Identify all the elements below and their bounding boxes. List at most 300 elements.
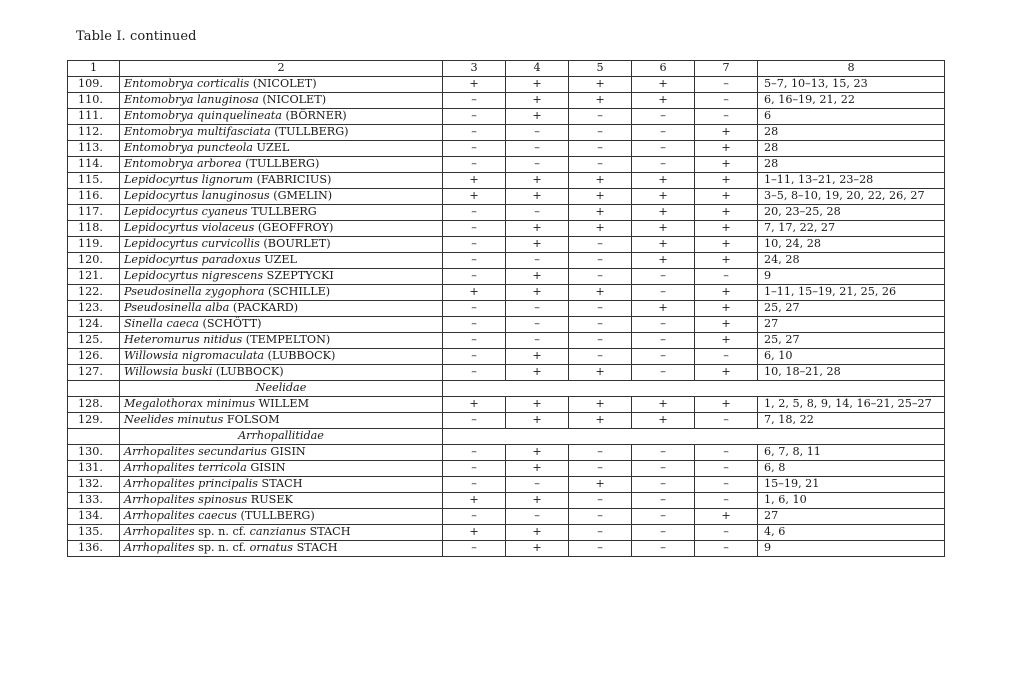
genus-species: Lepidocyrtus cyaneus [124, 205, 248, 218]
row-number: 131. [68, 461, 120, 477]
presence-mark: – [443, 253, 506, 269]
genus-species: Arrhopalites principalis [124, 477, 258, 490]
presence-mark: + [695, 285, 758, 301]
presence-mark: – [695, 349, 758, 365]
presence-mark: + [695, 317, 758, 333]
presence-mark: – [632, 349, 695, 365]
presence-mark: – [443, 125, 506, 141]
presence-mark: – [443, 301, 506, 317]
presence-mark: + [443, 285, 506, 301]
presence-mark: – [569, 125, 632, 141]
locality-list: 25, 27 [758, 301, 945, 317]
species-name [120, 141, 443, 157]
row-number: 118. [68, 221, 120, 237]
presence-mark: – [506, 205, 569, 221]
presence-mark: – [695, 77, 758, 93]
presence-mark: – [443, 461, 506, 477]
presence-mark: – [569, 445, 632, 461]
presence-mark: + [569, 477, 632, 493]
row-number: 109. [68, 77, 120, 93]
row-number: 129. [68, 413, 120, 429]
presence-mark: + [506, 77, 569, 93]
presence-mark: – [443, 109, 506, 125]
row-number: 114. [68, 157, 120, 173]
table-row [68, 141, 945, 157]
genus-species: Willowsia buski [124, 365, 213, 378]
genus-species: Entomobrya quinquelineata [124, 109, 282, 122]
presence-mark: – [632, 109, 695, 125]
species-author: (BÖRNER) [285, 109, 347, 122]
species-name [120, 237, 443, 253]
table-row [68, 125, 945, 141]
presence-mark: + [569, 221, 632, 237]
species-name [120, 365, 443, 381]
genus-species: Willowsia nigromaculata [124, 349, 265, 362]
species-author: SZEPTYCKI [266, 269, 334, 282]
genus-species: Arrhopalites spinosus [124, 493, 248, 506]
presence-mark: + [443, 173, 506, 189]
genus-species: Heteromurus nitidus [124, 333, 243, 346]
species-name [120, 173, 443, 189]
presence-mark: + [695, 189, 758, 205]
table-row [68, 301, 945, 317]
presence-mark: – [443, 509, 506, 525]
presence-mark: – [569, 141, 632, 157]
presence-mark: – [695, 493, 758, 509]
genus-species: Pseudosinella zygophora [124, 285, 265, 298]
row-number: 125. [68, 333, 120, 349]
species-author: (TULLBERG) [274, 125, 349, 138]
presence-mark: – [632, 525, 695, 541]
species-author: WILLEM [258, 397, 310, 410]
locality-list: 24, 28 [758, 253, 945, 269]
species-author: STACH [296, 541, 338, 554]
row-number: 120. [68, 253, 120, 269]
presence-mark: + [569, 413, 632, 429]
species-name [120, 189, 443, 205]
species-author: STACH [309, 525, 351, 538]
row-number: 116. [68, 189, 120, 205]
presence-mark: – [695, 461, 758, 477]
presence-mark: – [632, 157, 695, 173]
presence-mark: + [443, 493, 506, 509]
presence-mark: – [632, 493, 695, 509]
species-name [120, 493, 443, 509]
presence-mark: – [632, 365, 695, 381]
presence-mark: – [632, 141, 695, 157]
genus-species: Arrhopalites terricola [124, 461, 247, 474]
presence-mark: – [506, 157, 569, 173]
genus-species: Entomobrya arborea [124, 157, 242, 170]
column-header: 3 [443, 61, 506, 77]
family-row [68, 429, 945, 445]
presence-mark: + [695, 221, 758, 237]
genus-species: Lepidocyrtus violaceus [124, 221, 255, 234]
genus-species: Lepidocyrtus paradoxus [124, 253, 261, 266]
presence-mark: + [632, 173, 695, 189]
presence-mark: + [695, 141, 758, 157]
presence-mark: + [632, 205, 695, 221]
species-author: (GEOFFROY) [257, 221, 334, 234]
row-number: 110. [68, 93, 120, 109]
species-author: (SCHILLE) [268, 285, 331, 298]
presence-mark: – [569, 333, 632, 349]
presence-mark: + [506, 237, 569, 253]
species-name [120, 301, 443, 317]
presence-mark: – [443, 541, 506, 557]
table-row [68, 157, 945, 173]
table-body [68, 77, 945, 557]
locality-list: 6 [758, 109, 945, 125]
locality-list: 28 [758, 157, 945, 173]
locality-list: 6, 10 [758, 349, 945, 365]
presence-mark: – [632, 461, 695, 477]
column-header: 8 [758, 61, 945, 77]
presence-mark: + [695, 205, 758, 221]
presence-mark: – [506, 141, 569, 157]
presence-mark: + [632, 301, 695, 317]
table-row [68, 461, 945, 477]
presence-mark: – [443, 445, 506, 461]
species-name [120, 525, 443, 541]
presence-mark: – [632, 477, 695, 493]
table-row [68, 189, 945, 205]
presence-mark: + [506, 173, 569, 189]
table-row [68, 397, 945, 413]
presence-mark: + [506, 397, 569, 413]
presence-mark: – [569, 525, 632, 541]
row-number: 135. [68, 525, 120, 541]
presence-mark: + [569, 365, 632, 381]
locality-list: 28 [758, 125, 945, 141]
header-row [68, 61, 945, 77]
species-author: (PACKARD) [232, 301, 299, 314]
genus-species: Arrhopalites secundarius [124, 445, 267, 458]
presence-mark: + [506, 221, 569, 237]
table-row [68, 253, 945, 269]
locality-list: 25, 27 [758, 333, 945, 349]
presence-mark: – [632, 269, 695, 285]
table-row [68, 77, 945, 93]
presence-mark: – [569, 461, 632, 477]
column-header: 2 [120, 61, 443, 77]
table-caption: Table I. continued [76, 29, 197, 44]
presence-mark: + [569, 205, 632, 221]
presence-mark: – [443, 157, 506, 173]
table-row [68, 221, 945, 237]
row-number: 124. [68, 317, 120, 333]
presence-mark: + [569, 77, 632, 93]
locality-list: 10, 18–21, 28 [758, 365, 945, 381]
presence-mark: + [443, 77, 506, 93]
presence-mark: – [695, 525, 758, 541]
species-table [67, 60, 945, 557]
presence-mark: – [632, 333, 695, 349]
presence-mark: + [695, 365, 758, 381]
species-name [120, 125, 443, 141]
row-number: 127. [68, 365, 120, 381]
family-name: Arrhopallitidae [120, 429, 443, 445]
species-name [120, 397, 443, 413]
presence-mark: – [695, 477, 758, 493]
presence-mark: – [632, 125, 695, 141]
presence-mark: – [569, 317, 632, 333]
table-row [68, 349, 945, 365]
table-row [68, 541, 945, 557]
family-spacer-cell [68, 429, 120, 445]
presence-mark: – [506, 253, 569, 269]
locality-list: 9 [758, 541, 945, 557]
locality-list: 6, 16–19, 21, 22 [758, 93, 945, 109]
presence-mark: – [506, 509, 569, 525]
presence-mark: + [695, 301, 758, 317]
species-epithet: ornatus [249, 541, 293, 554]
presence-mark: + [695, 253, 758, 269]
locality-list: 3–5, 8–10, 19, 20, 22, 26, 27 [758, 189, 945, 205]
row-number: 136. [68, 541, 120, 557]
locality-list: 28 [758, 141, 945, 157]
species-author: GISIN [270, 445, 306, 458]
presence-mark: + [695, 397, 758, 413]
family-spacer-cell [443, 429, 945, 445]
row-number: 117. [68, 205, 120, 221]
locality-list: 7, 17, 22, 27 [758, 221, 945, 237]
species-author: (TULLBERG) [245, 157, 320, 170]
table-row [68, 445, 945, 461]
presence-mark: + [506, 349, 569, 365]
species-author: (TEMPELTON) [245, 333, 331, 346]
presence-mark: + [632, 237, 695, 253]
presence-mark: + [632, 413, 695, 429]
species-name [120, 77, 443, 93]
locality-list: 5–7, 10–13, 15, 23 [758, 77, 945, 93]
species-name [120, 477, 443, 493]
species-name [120, 221, 443, 237]
genus-species: Lepidocyrtus nigrescens [124, 269, 264, 282]
row-number: 132. [68, 477, 120, 493]
table-row [68, 285, 945, 301]
presence-mark: + [506, 269, 569, 285]
species-author: (LUBBOCK) [215, 365, 284, 378]
species-name [120, 93, 443, 109]
presence-mark: – [569, 269, 632, 285]
presence-mark: – [632, 445, 695, 461]
genus-species: Neelides minutus [124, 413, 224, 426]
locality-list: 1–11, 13–21, 23–28 [758, 173, 945, 189]
genus-species: Entomobrya multifasciata [124, 125, 271, 138]
row-number: 121. [68, 269, 120, 285]
presence-mark: – [506, 477, 569, 493]
genus-species: Entomobrya lanuginosa [124, 93, 259, 106]
species-name [120, 413, 443, 429]
species-name [120, 317, 443, 333]
presence-mark: + [443, 525, 506, 541]
column-header: 6 [632, 61, 695, 77]
locality-list: 7, 18, 22 [758, 413, 945, 429]
presence-mark: – [506, 301, 569, 317]
row-number: 133. [68, 493, 120, 509]
presence-mark: + [569, 397, 632, 413]
presence-mark: + [632, 93, 695, 109]
presence-mark: + [569, 93, 632, 109]
presence-mark: – [443, 477, 506, 493]
table-row [68, 237, 945, 253]
species-qualifier: sp. n. cf. [198, 541, 247, 554]
row-number: 115. [68, 173, 120, 189]
presence-mark: + [695, 173, 758, 189]
presence-mark: – [632, 317, 695, 333]
presence-mark: – [695, 541, 758, 557]
locality-list: 1–11, 15–19, 21, 25, 26 [758, 285, 945, 301]
locality-list: 1, 2, 5, 8, 9, 14, 16–21, 25–27 [758, 397, 945, 413]
species-author: (BOURLET) [263, 237, 331, 250]
table-row [68, 109, 945, 125]
presence-mark: + [569, 173, 632, 189]
presence-mark: + [695, 509, 758, 525]
presence-mark: – [443, 365, 506, 381]
presence-mark: + [506, 541, 569, 557]
presence-mark: – [569, 109, 632, 125]
presence-mark: – [569, 541, 632, 557]
species-epithet: canzianus [249, 525, 307, 538]
presence-mark: + [506, 445, 569, 461]
presence-mark: – [443, 237, 506, 253]
presence-mark: + [632, 189, 695, 205]
species-author: (GMELIN) [273, 189, 333, 202]
column-header: 5 [569, 61, 632, 77]
row-number: 119. [68, 237, 120, 253]
presence-mark: – [569, 301, 632, 317]
presence-mark: – [632, 285, 695, 301]
presence-mark: + [695, 157, 758, 173]
species-name [120, 157, 443, 173]
table-row [68, 317, 945, 333]
presence-mark: – [632, 541, 695, 557]
genus-species: Entomobrya corticalis [124, 77, 250, 90]
species-qualifier: sp. n. cf. [198, 525, 247, 538]
table-row [68, 205, 945, 221]
presence-mark: + [506, 109, 569, 125]
presence-mark: – [569, 157, 632, 173]
presence-mark: – [695, 93, 758, 109]
presence-mark: – [695, 109, 758, 125]
presence-mark: + [443, 397, 506, 413]
table-row [68, 269, 945, 285]
species-name [120, 461, 443, 477]
presence-mark: – [443, 413, 506, 429]
species-author: UZEL [264, 253, 297, 266]
family-spacer-cell [68, 381, 120, 397]
table-row [68, 525, 945, 541]
column-header: 1 [68, 61, 120, 77]
genus-species: Sinella caeca [124, 317, 199, 330]
table-row [68, 493, 945, 509]
locality-list: 4, 6 [758, 525, 945, 541]
presence-mark: + [632, 221, 695, 237]
presence-mark: – [443, 349, 506, 365]
species-name [120, 285, 443, 301]
row-number: 111. [68, 109, 120, 125]
genus-species: Arrhopalites caecus [124, 509, 237, 522]
presence-mark: + [506, 525, 569, 541]
species-name [120, 541, 443, 557]
locality-list: 27 [758, 317, 945, 333]
presence-mark: – [569, 253, 632, 269]
presence-mark: – [443, 317, 506, 333]
species-author: (LUBBOCK) [267, 349, 336, 362]
genus-species: Lepidocyrtus curvicollis [124, 237, 260, 250]
locality-list: 1, 6, 10 [758, 493, 945, 509]
presence-mark: + [506, 285, 569, 301]
presence-mark: – [443, 333, 506, 349]
presence-mark: – [569, 237, 632, 253]
presence-mark: – [506, 125, 569, 141]
species-author: (NICOLET) [252, 77, 317, 90]
species-author: FOLSOM [226, 413, 280, 426]
genus-species: Lepidocyrtus lanuginosus [124, 189, 270, 202]
presence-mark: + [506, 189, 569, 205]
presence-mark: – [443, 141, 506, 157]
table-row [68, 413, 945, 429]
presence-mark: – [569, 493, 632, 509]
row-number: 123. [68, 301, 120, 317]
species-author: GISIN [250, 461, 286, 474]
family-spacer-cell [443, 381, 945, 397]
genus-species: Arrhopalites [124, 525, 195, 538]
presence-mark: + [569, 285, 632, 301]
locality-list: 6, 8 [758, 461, 945, 477]
column-header: 7 [695, 61, 758, 77]
presence-mark: – [443, 205, 506, 221]
column-header: 4 [506, 61, 569, 77]
presence-mark: – [695, 413, 758, 429]
locality-list: 27 [758, 509, 945, 525]
row-number: 134. [68, 509, 120, 525]
row-number: 113. [68, 141, 120, 157]
presence-mark: + [695, 125, 758, 141]
species-author: (NICOLET) [262, 93, 327, 106]
species-author: (FABRICIUS) [256, 173, 332, 186]
presence-mark: + [632, 77, 695, 93]
species-author: (TULLBERG) [240, 509, 315, 522]
species-author: RUSEK [250, 493, 293, 506]
genus-species: Lepidocyrtus lignorum [124, 173, 254, 186]
row-number: 122. [68, 285, 120, 301]
presence-mark: + [632, 253, 695, 269]
table-row [68, 365, 945, 381]
presence-mark: + [695, 237, 758, 253]
presence-mark: – [506, 317, 569, 333]
genus-species: Arrhopalites [124, 541, 195, 554]
presence-mark: – [569, 349, 632, 365]
presence-mark: – [632, 509, 695, 525]
presence-mark: – [443, 93, 506, 109]
row-number: 112. [68, 125, 120, 141]
genus-species: Entomobrya puncteola [124, 141, 253, 154]
genus-species: Pseudosinella alba [124, 301, 230, 314]
locality-list: 6, 7, 8, 11 [758, 445, 945, 461]
presence-mark: + [506, 413, 569, 429]
presence-mark: – [443, 221, 506, 237]
presence-mark: + [569, 189, 632, 205]
table-row [68, 477, 945, 493]
table-row [68, 173, 945, 189]
species-name [120, 445, 443, 461]
species-name [120, 333, 443, 349]
presence-mark: + [443, 189, 506, 205]
presence-mark: + [506, 93, 569, 109]
presence-mark: + [506, 493, 569, 509]
